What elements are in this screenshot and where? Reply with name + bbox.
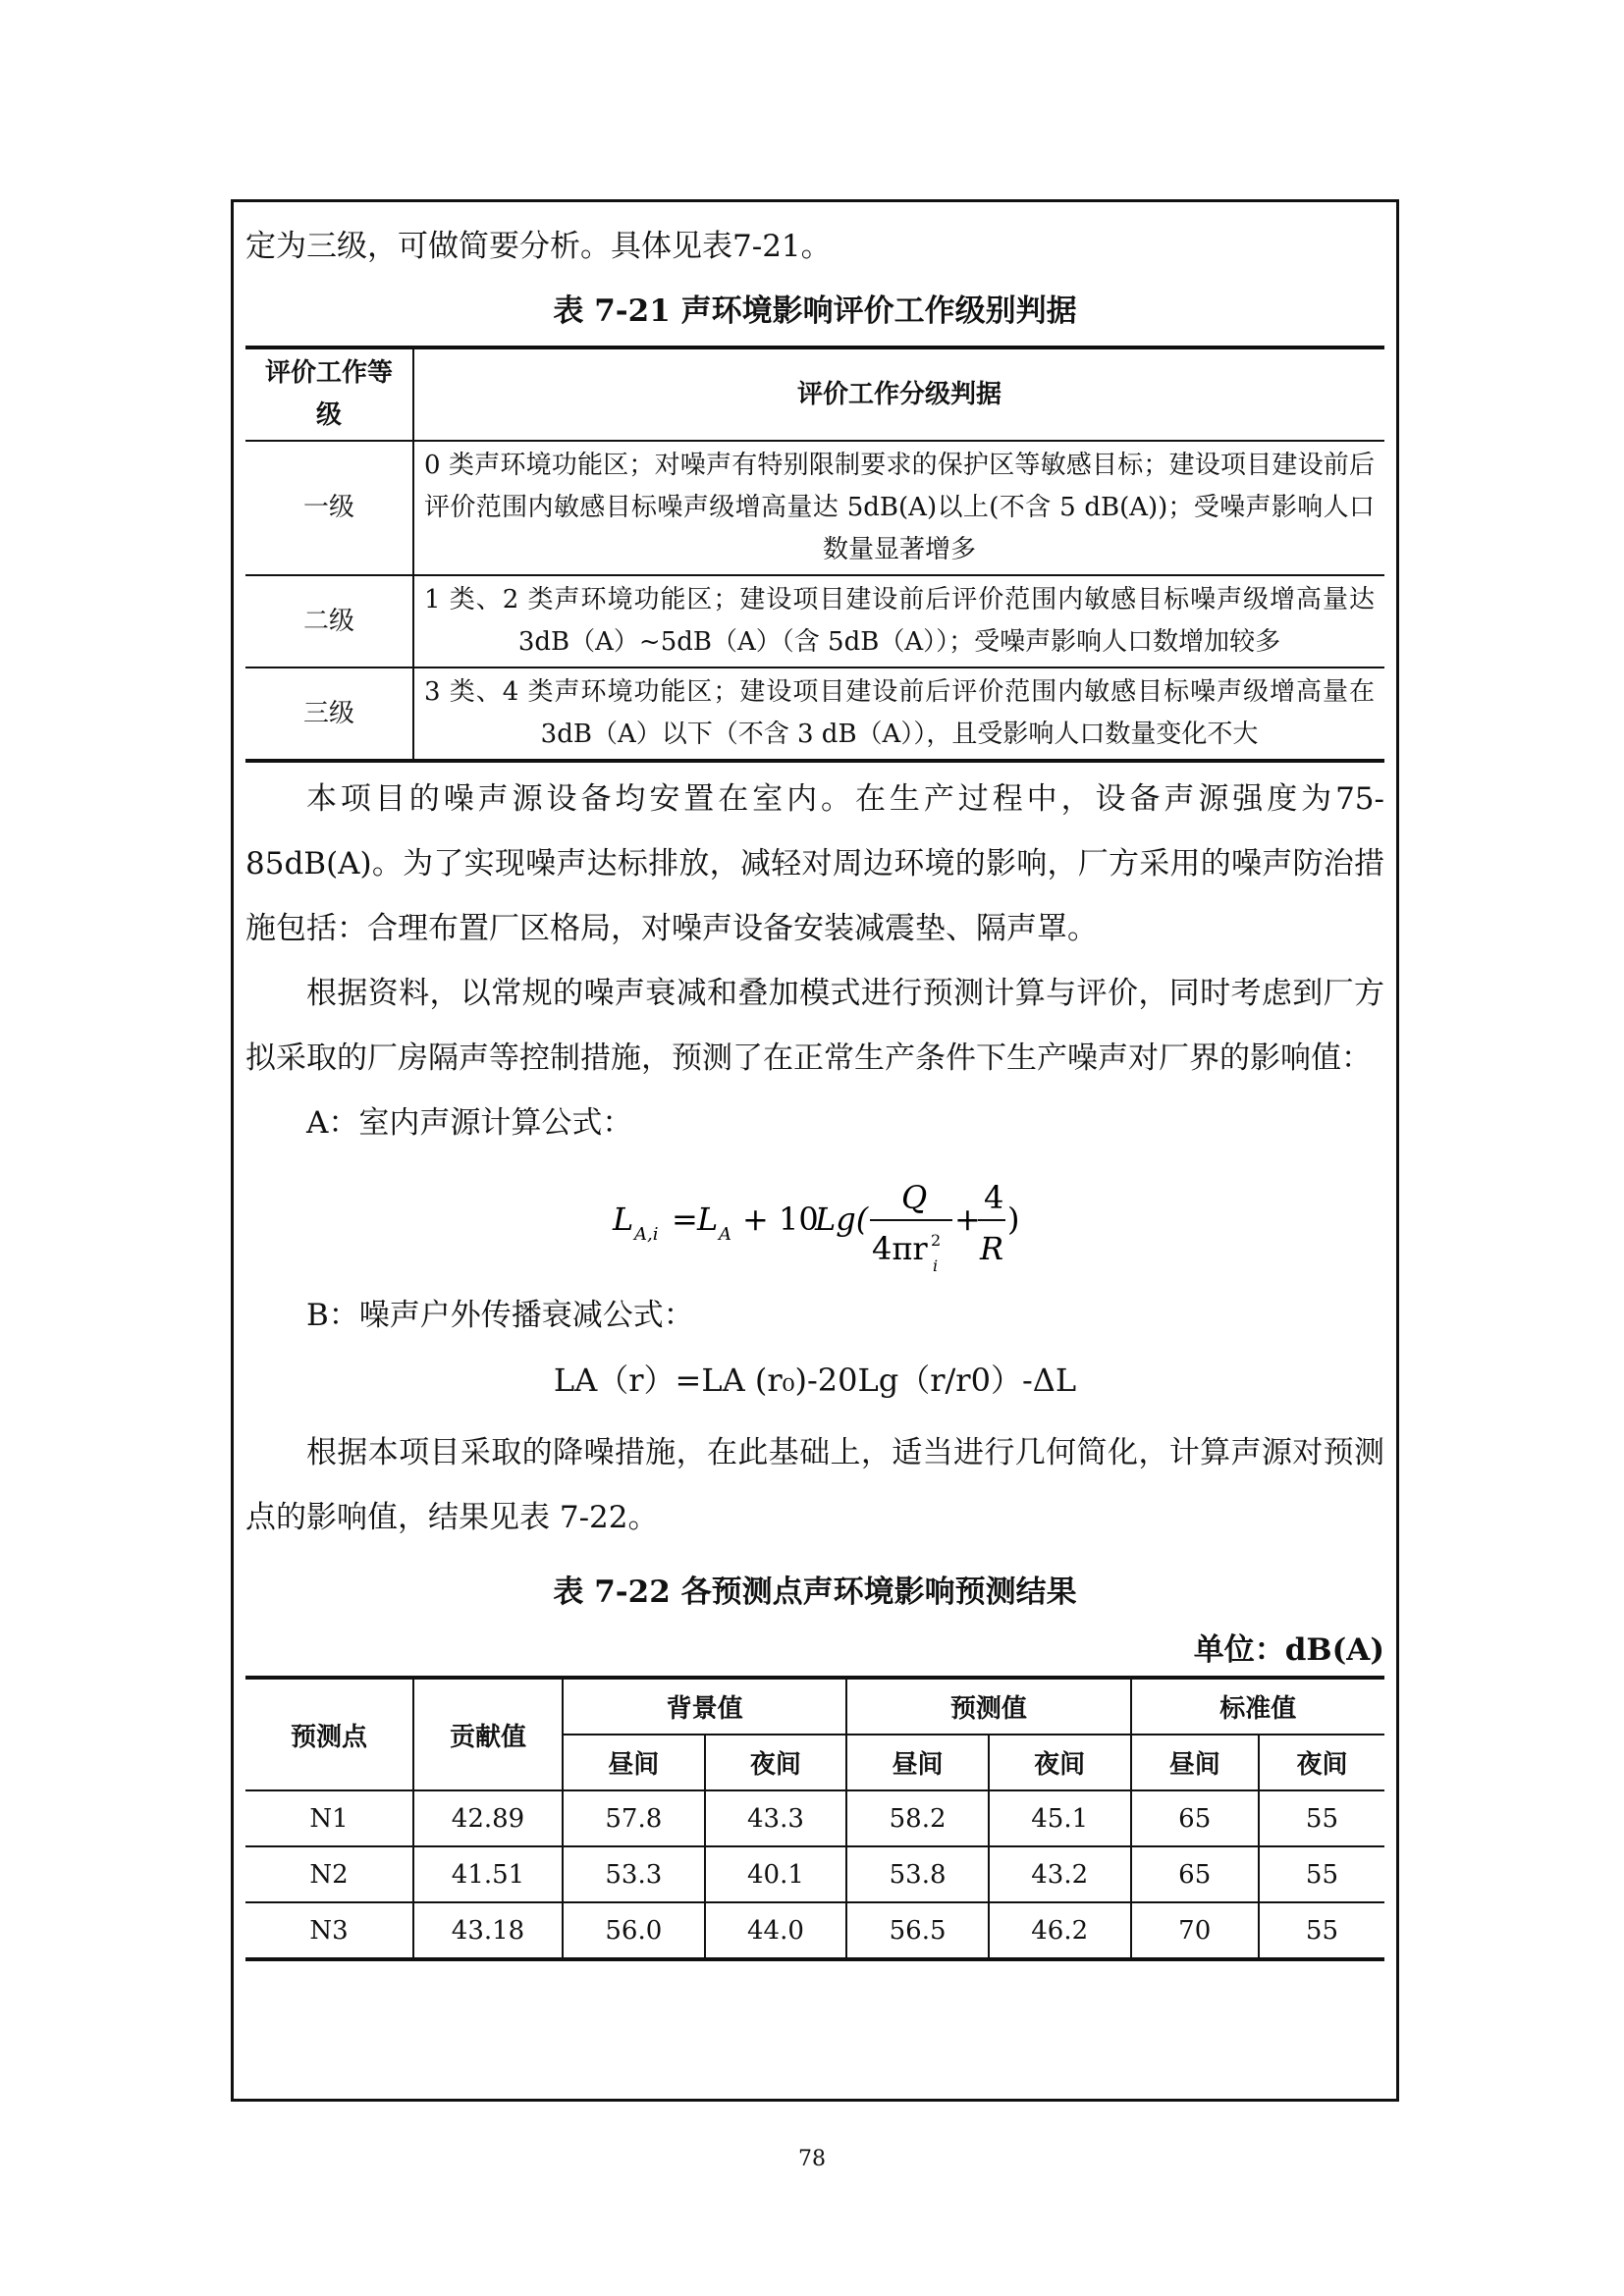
formula-equals: = (672, 1200, 698, 1238)
table-21-row (245, 667, 1384, 761)
formula-frac1-num: Q (901, 1178, 928, 1216)
cell-bg-day: 53.3 (563, 1846, 705, 1902)
header-predicted: 预测值 (846, 1678, 1130, 1735)
header-bg-day: 昼间 (563, 1735, 705, 1790)
header-std-day: 昼间 (1131, 1735, 1259, 1790)
content-frame (231, 199, 1399, 2102)
cell-contribution: 43.18 (413, 1902, 563, 1959)
table-22-caption: 表 7-22 各预测点声环境影响预测结果 (553, 1575, 1077, 1610)
cell-pred-night: 45.1 (989, 1790, 1131, 1846)
formula-plus-ten: + 10 (742, 1200, 819, 1238)
table-row (245, 1846, 1384, 1902)
table-22-unit: 单位：dB(A) (1193, 1632, 1384, 1668)
cell-pred-day: 58.2 (846, 1790, 989, 1846)
table-21-row (245, 575, 1384, 667)
paragraph-noise-sources: 本项目的噪声源设备均安置在室内。在生产过程中，设备声源强度为75-85dB(A)。为了实现噪声达标排放，减轻对周边环境的影响，厂方采用的噪声防治措施包括：合理布置厂区格局，对噪声设备安装减震垫、隔声罩。 (245, 781, 1384, 946)
table-21-header-row (245, 347, 1384, 441)
formula-plus: + (954, 1200, 981, 1238)
table-21-header-criteria: 评价工作分级判据 (413, 347, 1384, 441)
formula-term1: L (697, 1200, 719, 1238)
table-21-level: 一级 (245, 441, 413, 575)
formula-frac1-den-sup: 2 (931, 1230, 942, 1250)
formula-outdoor-attenuation: LA（r）=LA (r₀)-20Lg（r/r0）-ΔL (553, 1362, 1077, 1399)
cell-std-day: 65 (1131, 1846, 1259, 1902)
cell-std-day: 65 (1131, 1790, 1259, 1846)
table-21-header-level: 评价工作等级 (245, 347, 413, 441)
header-standard: 标准值 (1131, 1678, 1385, 1735)
table-21 (245, 346, 1384, 763)
table-row (245, 1902, 1384, 1959)
cell-bg-day: 56.0 (563, 1902, 705, 1959)
cell-bg-night: 44.0 (705, 1902, 847, 1959)
formula-frac1-den: 4πr (872, 1229, 928, 1267)
header-std-night: 夜间 (1259, 1735, 1384, 1790)
table-21-caption: 表 7-21 声环境影响评价工作级别判据 (553, 294, 1077, 329)
cell-std-night: 55 (1259, 1846, 1384, 1902)
label-formula-b: B：噪声户外传播衰减公式： (306, 1298, 694, 1333)
header-pred-night: 夜间 (989, 1735, 1131, 1790)
table-21-row (245, 441, 1384, 575)
table-22 (245, 1676, 1384, 1961)
intro-line: 定为三级，可做简要分析。具体见表7-21。 (245, 229, 832, 264)
cell-bg-night: 43.3 (705, 1790, 847, 1846)
cell-contribution: 41.51 (413, 1846, 563, 1902)
table-21-criteria: 1 类、2 类声环境功能区；建设项目建设前后评价范围内敏感目标噪声级增高量达 3dB（A）~5dB（A）（含 5dB（A））；受噪声影响人口数增加较多 (413, 575, 1384, 667)
cell-point: N3 (245, 1902, 413, 1959)
formula-indoor-source-svg (609, 1163, 1021, 1281)
formula-frac2-num: 4 (984, 1178, 1004, 1216)
formula-lhs: L (613, 1200, 634, 1238)
table-21-level: 二级 (245, 575, 413, 667)
table-21-level: 三级 (245, 667, 413, 761)
header-contribution: 贡献值 (413, 1678, 563, 1790)
cell-contribution: 42.89 (413, 1790, 563, 1846)
formula-frac1-den-sub: i (933, 1255, 939, 1275)
formula-lhs-sub: A,i (634, 1223, 659, 1245)
cell-bg-night: 40.1 (705, 1846, 847, 1902)
cell-point: N2 (245, 1846, 413, 1902)
table-21-criteria: 0 类声环境功能区；对噪声有特别限制要求的保护区等敏感目标；建设项目建设前后评价范围内敏感目标噪声级增高量达 5dB(A)以上(不含 5 dB(A))；受噪声影响人口数量显著增多 (413, 441, 1384, 575)
header-pred-day: 昼间 (846, 1735, 989, 1790)
cell-pred-day: 53.8 (846, 1846, 989, 1902)
cell-pred-night: 46.2 (989, 1902, 1131, 1959)
formula-term1-sub: A (719, 1223, 731, 1245)
cell-std-night: 55 (1259, 1790, 1384, 1846)
formula-lg: Lg( (815, 1200, 869, 1238)
formula-frac2-den: R (980, 1229, 1004, 1267)
page-number: 78 (798, 2147, 826, 2171)
paragraph-results-intro: 根据本项目采取的降噪措施，在此基础上，适当进行几何简化，计算声源对预测点的影响值，结果见表 7-22。 (245, 1435, 1384, 1535)
cell-bg-day: 57.8 (563, 1790, 705, 1846)
paragraph-prediction-method: 根据资料，以常规的噪声衰减和叠加模式进行预测计算与评价，同时考虑到厂方拟采取的厂房隔声等控制措施，预测了在正常生产条件下生产噪声对厂界的影响值： (245, 976, 1384, 1076)
formula-indoor-source (245, 1155, 1384, 1283)
table-22-header-row-1 (245, 1678, 1384, 1735)
content-inner (245, 214, 1384, 1961)
table-21-criteria: 3 类、4 类声环境功能区；建设项目建设前后评价范围内敏感目标噪声级增高量在 3dB（A）以下（不含 3 dB（A）），且受影响人口数量变化不大 (413, 667, 1384, 761)
formula-close: ) (1007, 1200, 1020, 1238)
label-formula-a: A：室内声源计算公式： (306, 1105, 633, 1141)
cell-std-day: 70 (1131, 1902, 1259, 1959)
cell-point: N1 (245, 1790, 413, 1846)
cell-std-night: 55 (1259, 1902, 1384, 1959)
header-point: 预测点 (245, 1678, 413, 1790)
cell-pred-day: 56.5 (846, 1902, 989, 1959)
header-bg-night: 夜间 (705, 1735, 847, 1790)
header-background: 背景值 (563, 1678, 846, 1735)
table-row (245, 1790, 1384, 1846)
cell-pred-night: 43.2 (989, 1846, 1131, 1902)
